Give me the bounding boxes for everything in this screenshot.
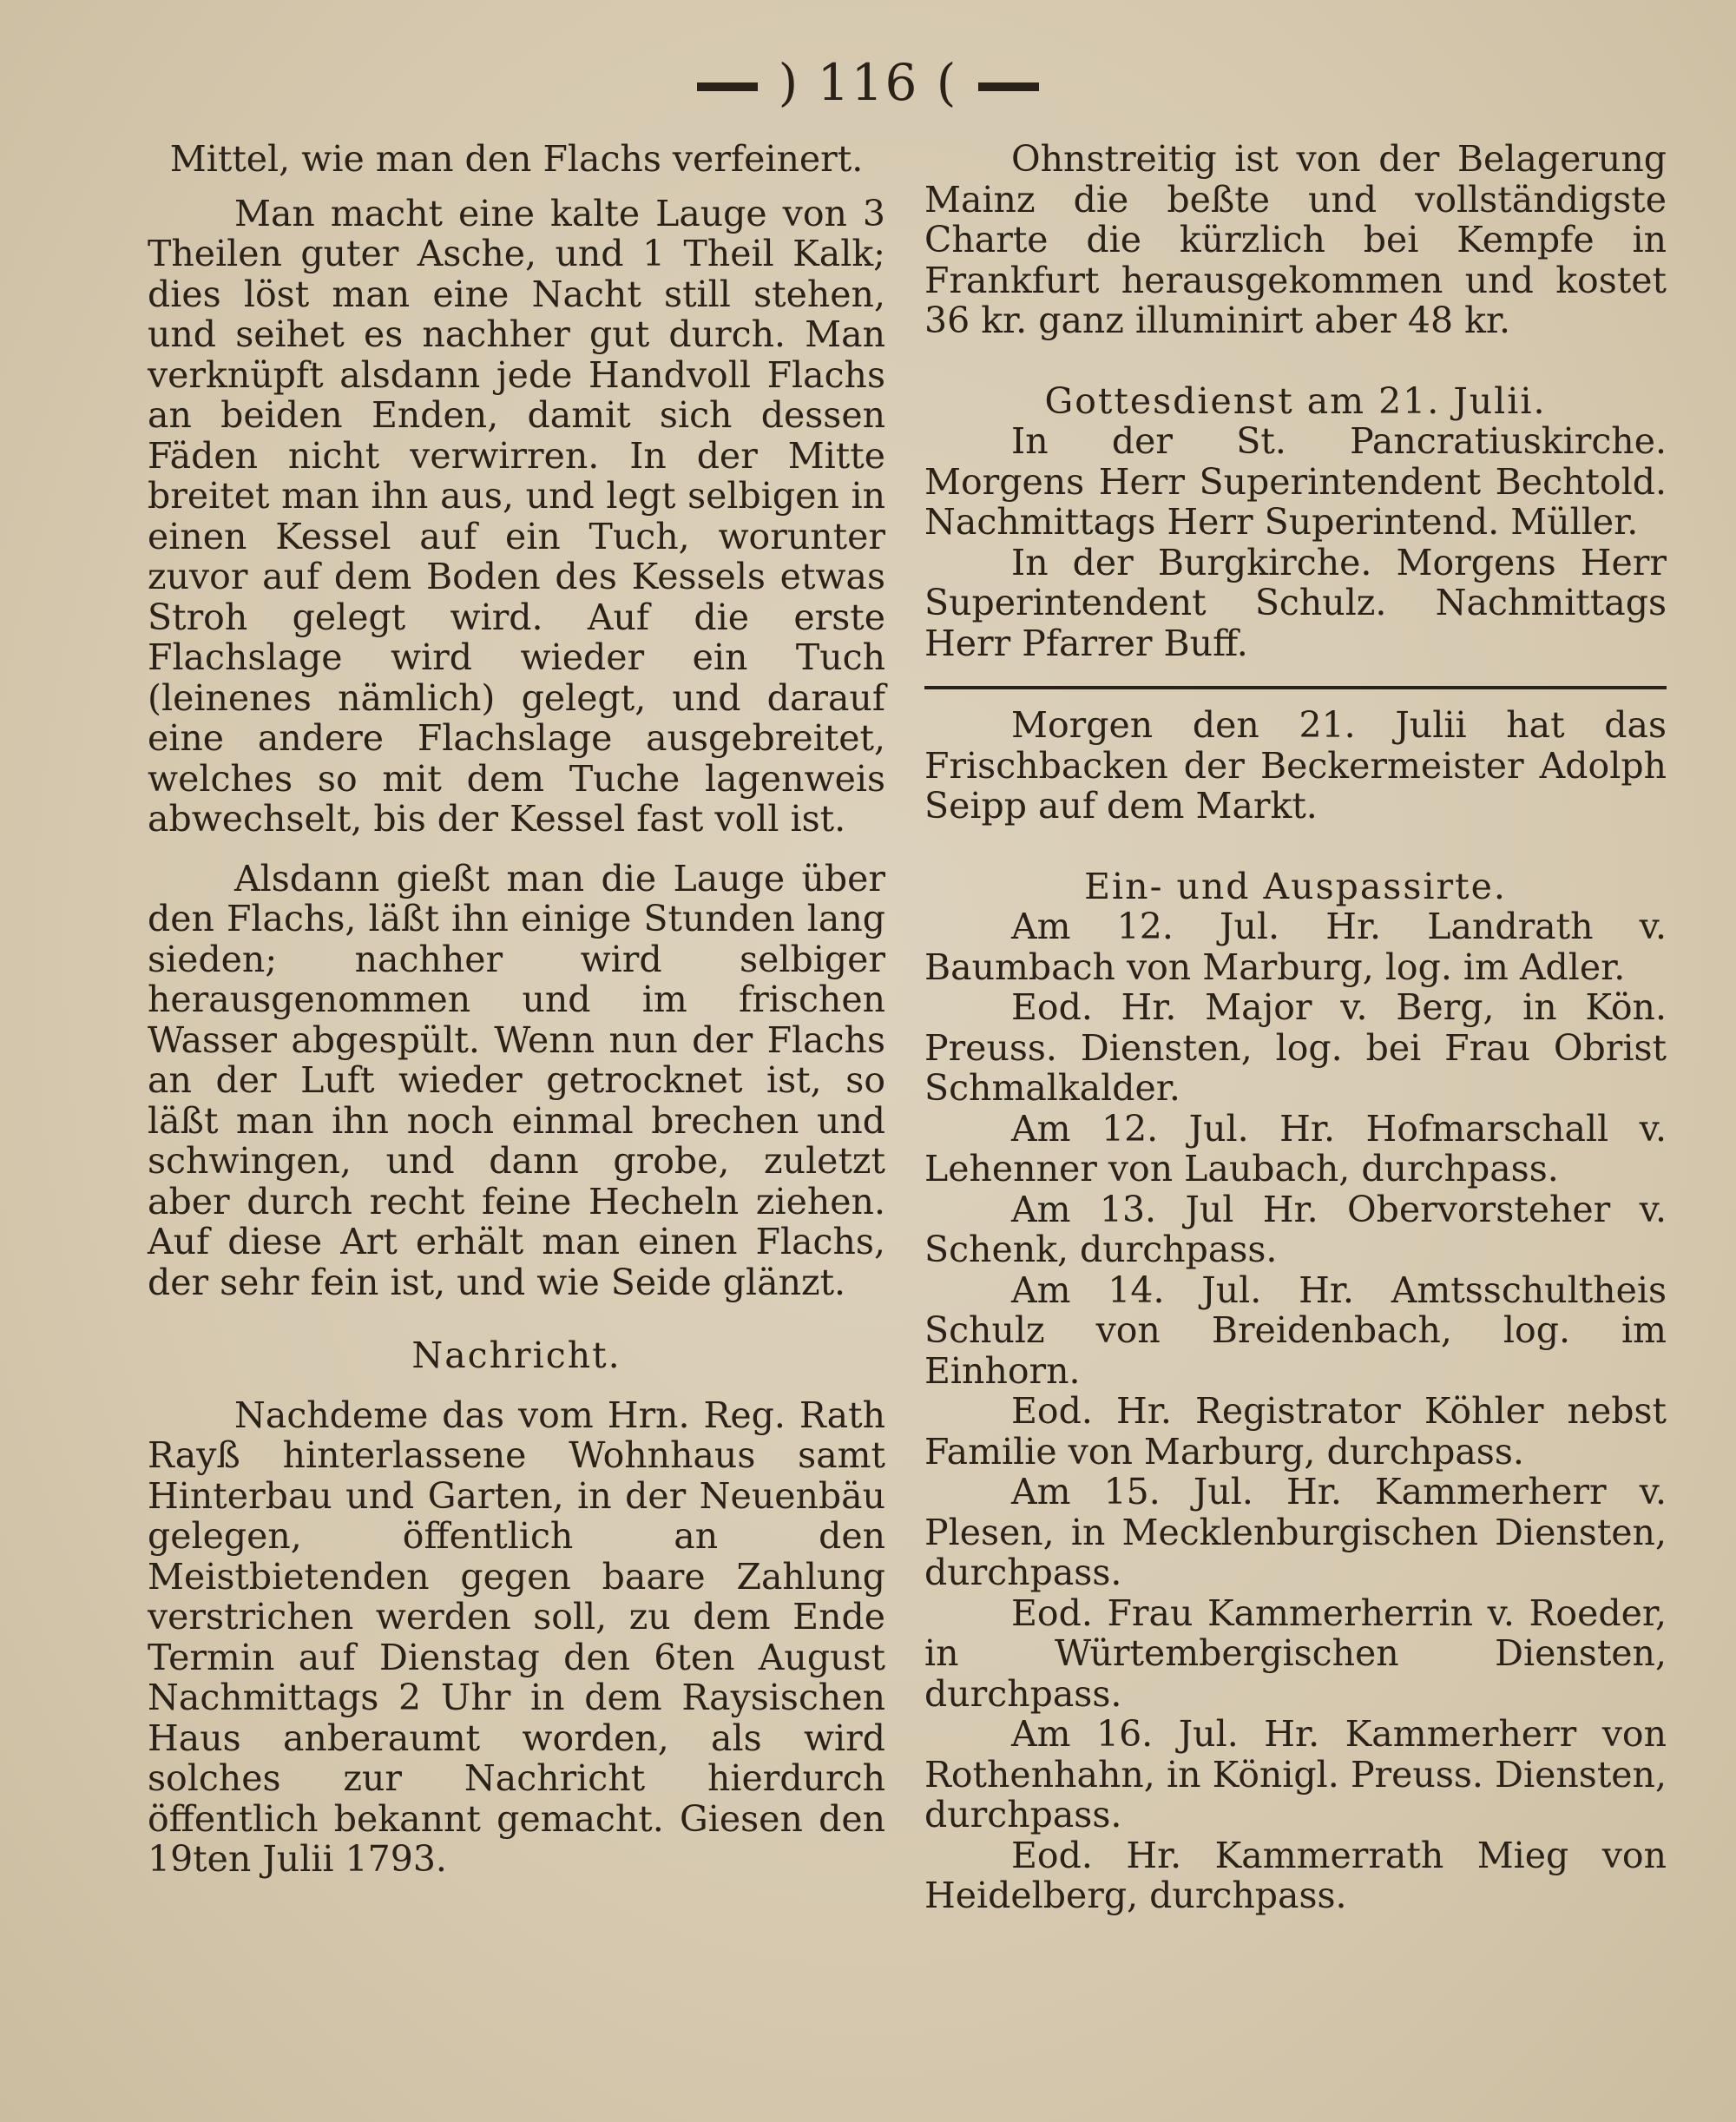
traveller-entry: Am 12. Jul. Hr. Landrath v. Baumbach von Marburg, log. im Adler.: [924, 906, 1667, 988]
traveller-entry: Am 15. Jul. Hr. Kammerherr v. Plesen, in Mecklenburgischen Diensten, durchpass.: [924, 1471, 1667, 1593]
map-notice-paragraph: Ohnstreitig ist von der Belagerung Mainz die beßte und vollständigste Charte die kürzlich bei Kempfe in Frankfurt herausgekommen und kostet 36 kr. ganz illuminirt aber 48 kr.: [924, 138, 1667, 341]
header-rule-left: [697, 82, 758, 91]
traveller-entry: Eod. Frau Kammerherrin v. Roeder, in Würtembergischen Diensten, durchpass.: [924, 1592, 1667, 1715]
article-title-flax: Mittel, wie man den Flachs verfeinert.: [169, 138, 864, 180]
page-header: [0, 43, 1736, 122]
traveller-entry: Am 16. Jul. Hr. Kammerherr von Rothenhahn, in Königl. Preuss. Diensten, durchpass.: [924, 1713, 1667, 1835]
section-divider: [924, 686, 1667, 689]
notice-paragraph: Nachdeme das vom Hrn. Reg. Rath Rayß hinterlassene Wohnhaus samt Hinterbau und Garten, in der Neuenbäu gelegen, öffentlich an den Meistbietenden gegen baare Zahlung verstrichen werden soll, zu dem Ende Termin auf Dienstag den 6ten August Nachmittags 2 Uhr in dem Raysischen Haus anberaumt worden, als wird solches zur Nachricht hierdurch öffentlich bekannt gemacht. Giesen den 19ten Julii 1793.: [148, 1394, 885, 1880]
article-paragraph: Alsdann gießt man die Lauge über den Flachs, läßt ihn einige Stunden lang sieden; nachher wird selbiger herausgenommen und im frischen Wasser abgespült. Wenn nun der Flachs an der Luft wieder getrocknet ist, so läßt man ihn noch einmal brechen und schwingen, und dann grobe, zuletzt aber durch recht feine Hecheln ziehen. Auf diese Art erhält man einen Flachs, der sehr fein ist, und wie Seide glänzt.: [148, 857, 885, 1303]
page-number: ) 116 (: [778, 53, 958, 112]
church-service-paragraph: In der Burgkirche. Morgens Herr Superintendent Schulz. Nachmittags Herr Pfarrer Buff.: [924, 541, 1667, 664]
article-title-notice: Nachricht.: [411, 1334, 621, 1376]
travellers-heading: Ein- und Auspassirte.: [1084, 865, 1507, 907]
church-service-paragraph: In der St. Pancratiuskirche. Morgens Herr Superintendent Bechtold. Nachmittags Herr Superintend. Müller.: [924, 420, 1667, 543]
traveller-entry: Eod. Hr. Registrator Köhler nebst Familie von Marburg, durchpass.: [924, 1390, 1667, 1473]
traveller-entry: Eod. Hr. Kammerrath Mieg von Heidelberg, durchpass.: [924, 1834, 1667, 1916]
church-service-heading: Gottesdienst am 21. Julii.: [1044, 379, 1547, 422]
traveller-entry: Am 14. Jul. Hr. Amtsschultheis Schulz von Breidenbach, log. im Einhorn.: [924, 1269, 1667, 1392]
baker-notice-paragraph: Morgen den 21. Julii hat das Frischbacken der Beckermeister Adolph Seipp auf dem Markt.: [924, 704, 1667, 827]
header-rule-right: [978, 82, 1039, 91]
article-paragraph: Man macht eine kalte Lauge von 3 Theilen guter Asche, und 1 Theil Kalk; dies löst man eine Nacht still stehen, und seihet es nachher gut durch. Man verknüpft alsdann jede Handvoll Flachs an beiden Enden, damit sich dessen Fäden nicht verwirren. In der Mitte breitet man ihn aus, und legt selbigen in einen Kessel auf ein Tuch, worunter zuvor auf dem Boden des Kessels etwas Stroh gelegt wird. Auf die erste Flachslage wird wieder ein Tuch (leinenes nämlich) gelegt, und darauf eine andere Flachslage ausgebreitet, welches so mit dem Tuche lagenweis abwechselt, bis der Kessel fast voll ist.: [148, 192, 885, 840]
traveller-entry: Am 12. Jul. Hr. Hofmarschall v. Lehenner von Laubach, durchpass.: [924, 1107, 1667, 1190]
left-column: [148, 139, 885, 1880]
right-column: [924, 139, 1667, 1916]
traveller-entry: Eod. Hr. Major v. Berg, in Kön. Preuss. Diensten, log. bei Frau Obrist Schmalkalder.: [924, 986, 1667, 1109]
traveller-entry: Am 13. Jul Hr. Obervorsteher v. Schenk, durchpass.: [924, 1188, 1667, 1270]
